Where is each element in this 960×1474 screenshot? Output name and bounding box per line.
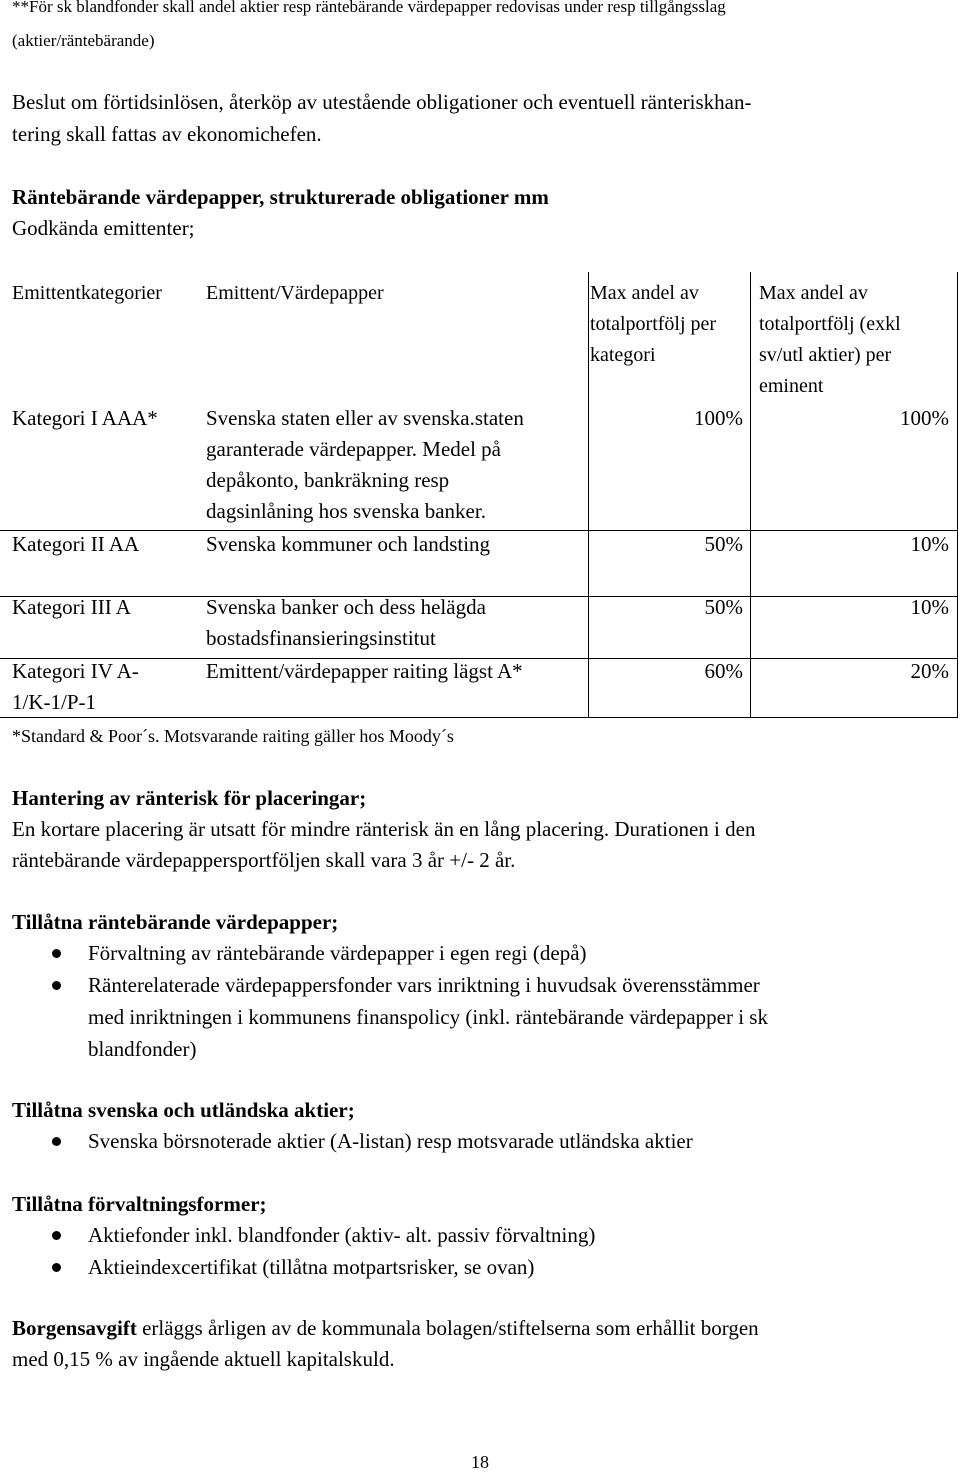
decision-line-1: Beslut om förtidsinlösen, återköp av utestående obligationer och eventuell ränteriskhan- [12, 90, 752, 114]
bullet-icon [52, 1137, 61, 1146]
guarantee-line-1: Borgensavgift erläggs årligen av de kommunala bolagen/stiftelserna som erhållit borgen [12, 1316, 759, 1340]
row-2-issuer: Svenska kommuner och landsting [206, 532, 491, 556]
allowed-forms-list [0, 1219, 595, 1283]
footnote-line-1: **För sk blandfonder skall andel aktier resp räntebärande värdepapper redovisas under resp tillgångsslag [12, 0, 726, 16]
row-1-category: Kategori I AAA* [12, 406, 158, 430]
guarantee-term: Borgensavgift [12, 1316, 137, 1340]
bullet-icon [52, 949, 61, 958]
bullet-icon [52, 1263, 61, 1272]
allowed-forms-heading: Tillåtna förvaltningsformer; [12, 1192, 267, 1216]
table-footnote: *Standard & Poor´s. Motsvarande raiting gäller hos Moody´s [12, 726, 454, 746]
header-max-category: Max andel av totalportfölj per kategori [590, 282, 717, 366]
row-3-max-category: 50% [704, 595, 743, 619]
row-4-max-category: 60% [704, 659, 743, 683]
bullet-icon [52, 981, 61, 990]
row-4-max-issuer: 20% [910, 659, 949, 683]
row-3-max-issuer: 10% [910, 595, 949, 619]
issuer-table [0, 272, 958, 718]
interest-heading: Räntebärande värdepapper, strukturerade obligationer mm [12, 185, 549, 209]
row-1-issuer: Svenska staten eller av svenska.staten garanterade värdepapper. Medel på depåkonto, bankräkning resp dagsinlåning hos svenska banker. [206, 406, 524, 523]
page-number: 18 [471, 1452, 489, 1472]
list-item: Aktieindexcertifikat (tillåtna motpartsrisker, se ovan) [0, 1251, 595, 1283]
list-item: Ränterelaterade värdepappersfonder vars inriktning i huvudsak överensstämmer med inriktningen i kommunens finanspolicy (inkl. räntebärande värdepapper i sk blandfonder) [0, 969, 768, 1065]
interest-risk-line-1: En kortare placering är utsatt för mindre ränterisk än en lång placering. Durationen i den [12, 817, 756, 841]
row-3-issuer: Svenska banker och dess helägda bostadsfinansieringsinstitut [206, 595, 486, 650]
allowed-shares-heading: Tillåtna svenska och utländska aktier; [12, 1098, 355, 1122]
bullet-icon [52, 1231, 61, 1240]
row-4-category: Kategori IV A- 1/K-1/P-1 [12, 659, 139, 714]
allowed-interest-heading: Tillåtna räntebärande värdepapper; [12, 910, 339, 934]
interest-risk-heading: Hantering av ränterisk för placeringar; [12, 786, 367, 810]
row-2-max-issuer: 10% [910, 532, 949, 556]
header-category: Emittentkategorier [12, 282, 162, 304]
header-max-issuer: Max andel av totalportfölj (exkl sv/utl aktier) per eminent [759, 282, 901, 397]
row-3-category: Kategori III A [12, 595, 131, 619]
list-item: Svenska börsnoterade aktier (A-listan) resp motsvarade utländska aktier [0, 1125, 693, 1157]
row-2-category: Kategori II AA [12, 532, 140, 556]
list-item: Förvaltning av räntebärande värdepapper i egen regi (depå) [0, 937, 768, 969]
allowed-interest-list [0, 937, 768, 1065]
list-item: Aktiefonder inkl. blandfonder (aktiv- alt. passiv förvaltning) [0, 1219, 595, 1251]
allowed-shares-list [0, 1125, 693, 1157]
decision-line-2: tering skall fattas av ekonomichefen. [12, 122, 322, 146]
row-4-issuer: Emittent/värdepapper raiting lägst A* [206, 659, 523, 683]
row-1-max-issuer: 100% [900, 406, 949, 430]
row-1-max-category: 100% [694, 406, 743, 430]
interest-subheading: Godkända emittenter; [12, 216, 195, 240]
footnote-line-2: (aktier/räntebärande) [12, 31, 155, 50]
row-2-max-category: 50% [704, 532, 743, 556]
guarantee-line-2: med 0,15 % av ingående aktuell kapitalskuld. [12, 1347, 395, 1371]
header-issuer: Emittent/Värdepapper [206, 282, 384, 304]
interest-risk-line-2: räntebärande värdepappersportföljen skall vara 3 år +/- 2 år. [12, 848, 516, 872]
